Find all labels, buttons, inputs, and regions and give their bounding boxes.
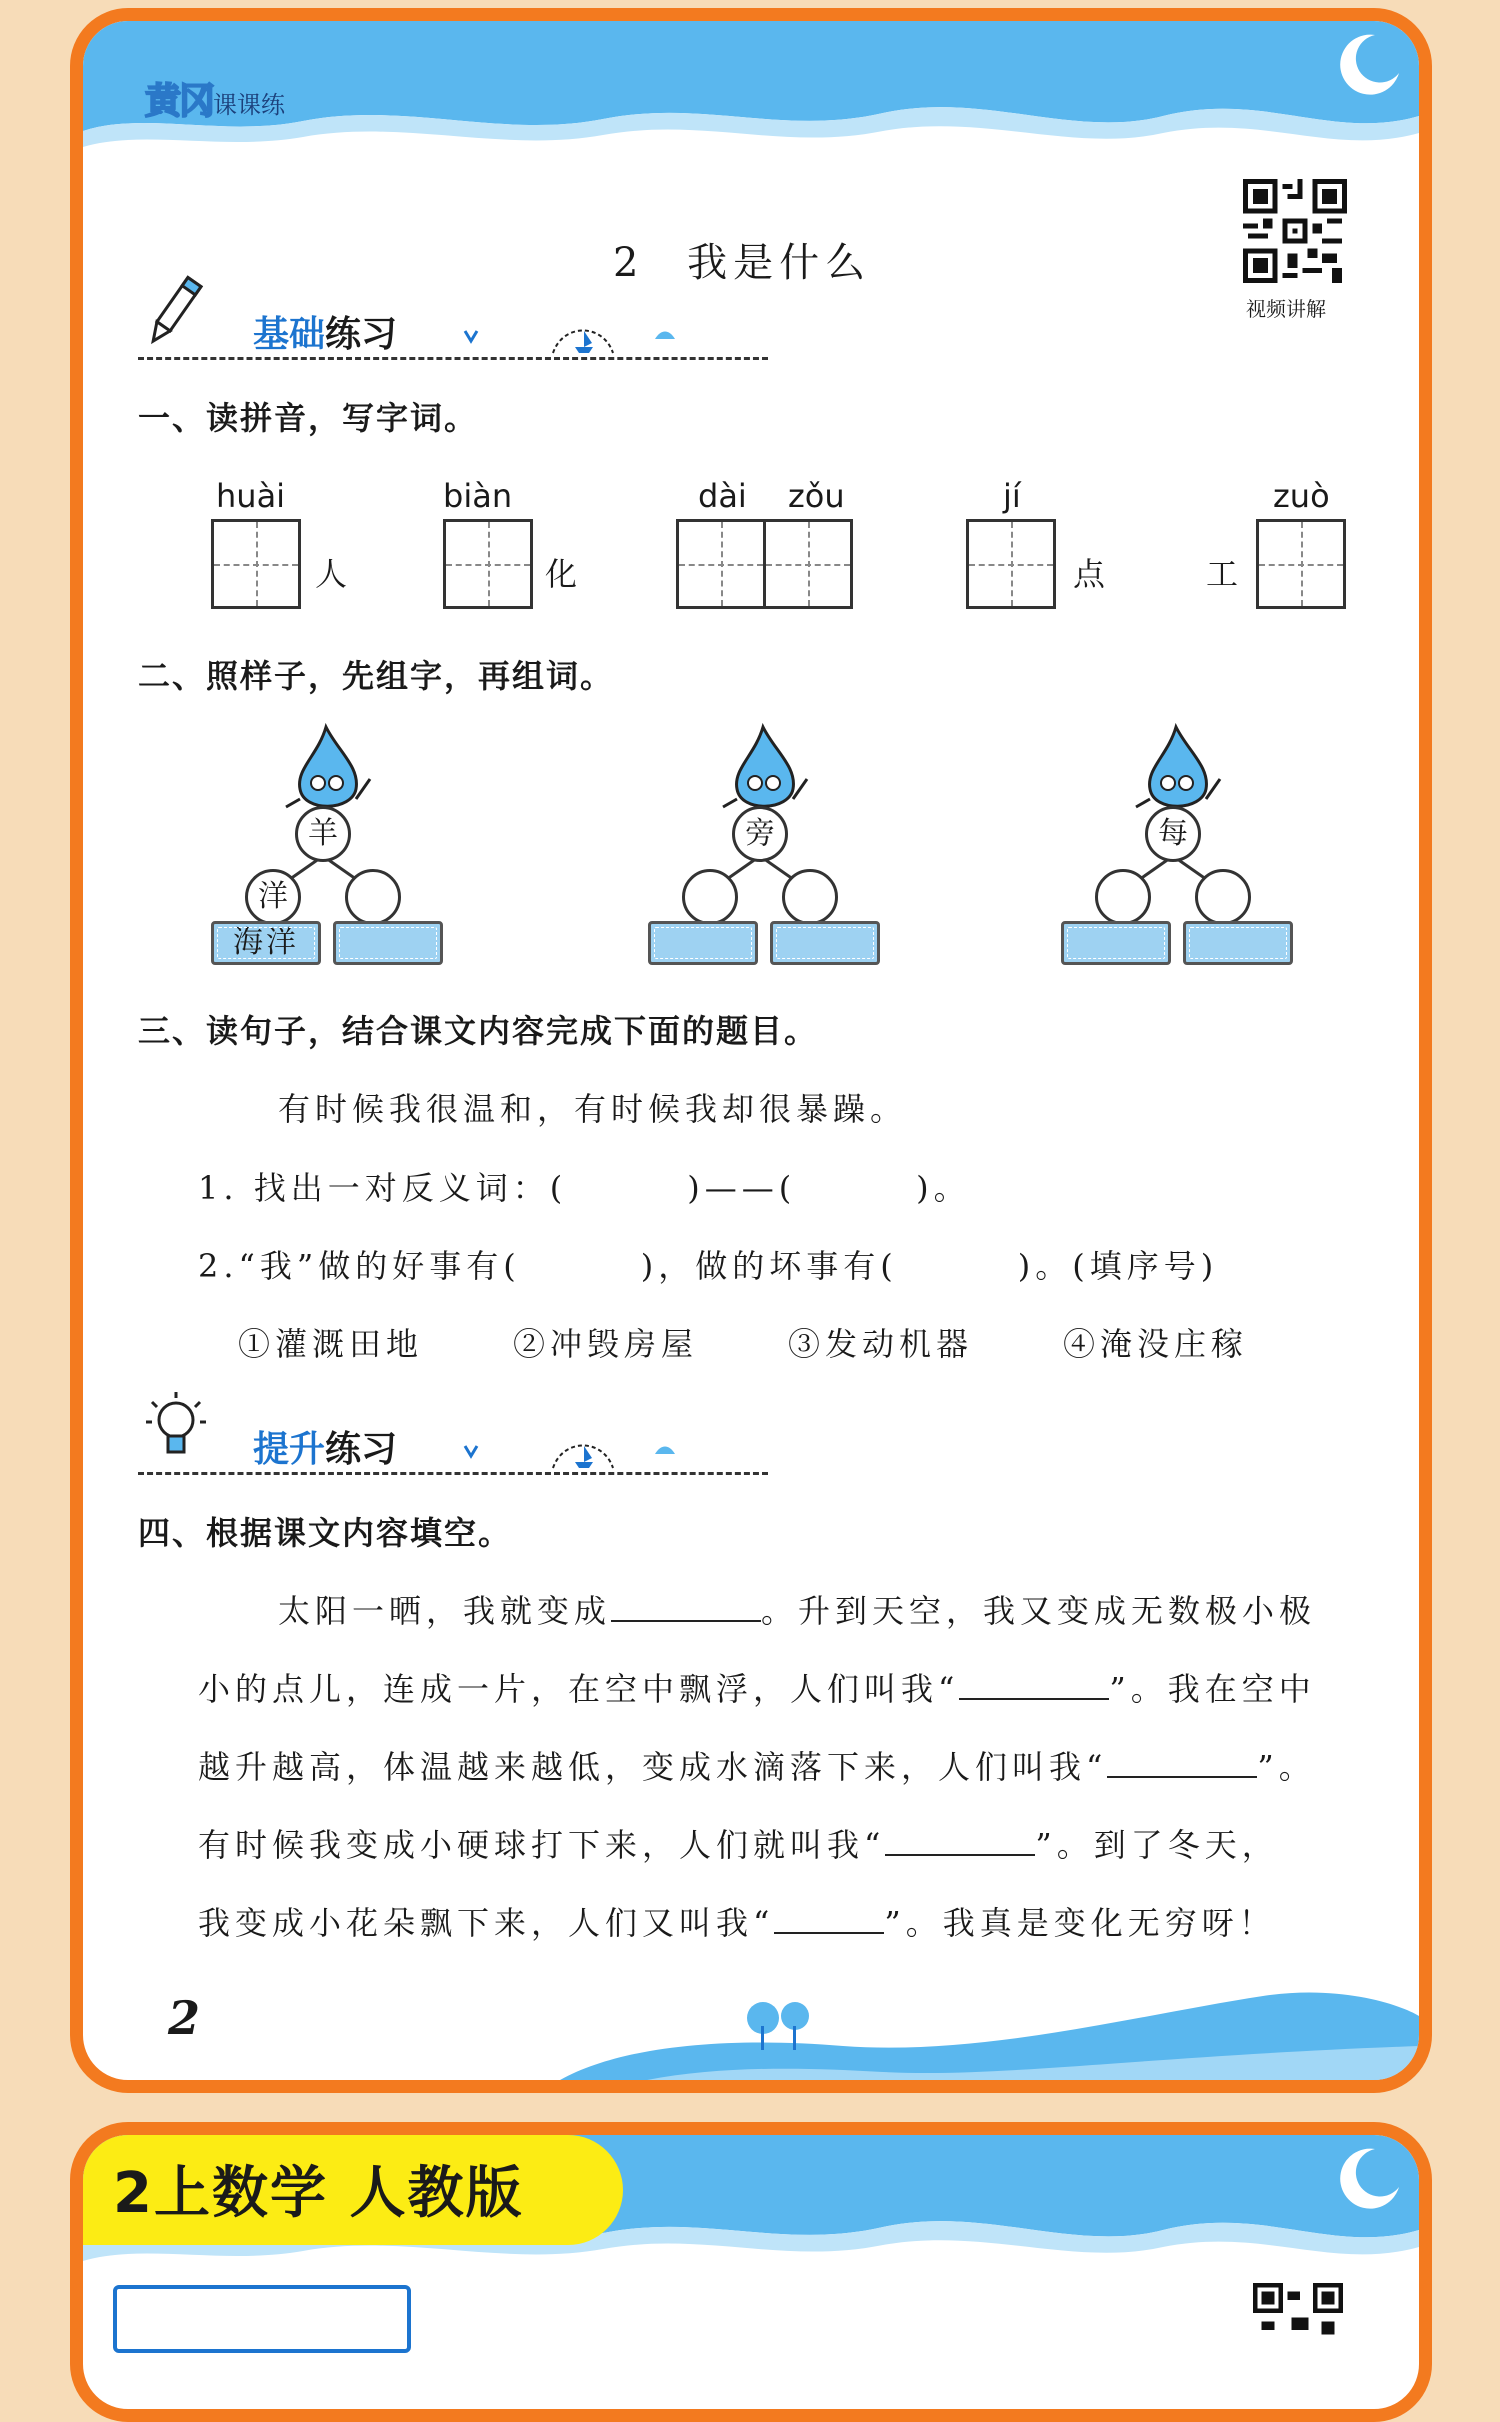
next-page-card	[70, 2122, 1432, 2422]
section-basic-blue: 基础	[253, 314, 326, 355]
next-page-title-box	[113, 2285, 411, 2353]
q4-l1-a: 太阳一晒，我就变成	[278, 1592, 612, 1630]
char-ren: 人	[315, 555, 353, 593]
question-3-title: 三、读句子，结合课文内容完成下面的题目。	[138, 1012, 819, 1050]
moon-icon	[1323, 2141, 1403, 2221]
q3-item2-part-a: 2.“我”做的好事有(	[198, 1247, 521, 1285]
char-dian: 点	[1073, 555, 1111, 593]
option-3: ③发动机器	[788, 1325, 974, 1363]
q4-l3-a: 越升越高，体温越来越低，变成水滴落下来，人们叫我“	[198, 1748, 1108, 1786]
question-1-title: 一、读拼音，写字词。	[138, 399, 479, 437]
pinyin-zuo: zuò	[1273, 477, 1330, 515]
derived-char-3b[interactable]	[1195, 869, 1251, 925]
option-4: ④淹没庄稼	[1063, 1325, 1249, 1363]
q4-l2-a: 小的点儿，连成一片，在空中飘浮，人们叫我“	[198, 1670, 960, 1708]
fill-blank-4[interactable]	[885, 1854, 1035, 1856]
q3-item2-part-c: )。(填序号)	[1017, 1247, 1219, 1285]
qr-caption: 视频讲解	[1246, 297, 1326, 321]
brand-subtitle: 课课练	[213, 91, 286, 119]
word-box-1a[interactable]: 海洋	[211, 921, 321, 965]
q4-line-1	[278, 1586, 1316, 1632]
question-2-title: 二、照样子，先组字，再组词。	[138, 657, 615, 695]
q3-item1-part-a: 1. 找出一对反义词：(	[198, 1169, 568, 1207]
pinyin-bian: biàn	[443, 477, 513, 515]
question-3-item-2	[198, 1241, 1218, 1287]
lesson-number: 2	[613, 240, 645, 286]
q3-item2-part-b: )，做的坏事有(	[640, 1247, 898, 1285]
fill-blank-1[interactable]	[611, 1620, 761, 1622]
footer-landscape	[83, 1976, 1419, 2091]
option-1: ①灌溉田地	[238, 1325, 424, 1363]
word-box-1b[interactable]	[333, 921, 443, 965]
word-box-3a[interactable]	[1061, 921, 1171, 965]
option-2: ②冲毁房屋	[513, 1325, 699, 1363]
q4-l4-a: 有时候我变成小硬球打下来，人们就叫我“	[198, 1826, 886, 1864]
pinyin-huai: huài	[216, 477, 286, 515]
derived-char-1a[interactable]: 洋	[245, 869, 301, 925]
question-3-sentence: 有时候我很温和，有时候我却很暴躁。	[278, 1090, 908, 1128]
q4-l3-b: ”。	[1257, 1748, 1316, 1786]
fill-blank-3[interactable]	[1107, 1776, 1257, 1778]
derived-char-1b[interactable]	[345, 869, 401, 925]
question-4-title: 四、根据课文内容填空。	[138, 1514, 513, 1552]
q4-line-4	[198, 1820, 1279, 1866]
q4-l2-b: ”。我在空中	[1109, 1670, 1316, 1708]
q4-line-2	[198, 1664, 1316, 1710]
edition-tag-label: 2上数学 人教版	[113, 2161, 524, 2226]
qr-code[interactable]	[1253, 2283, 1343, 2343]
q3-item1-part-b: )——(	[687, 1169, 797, 1207]
lesson-title: 我是什么	[687, 240, 872, 286]
fill-blank-5[interactable]	[774, 1932, 884, 1934]
derived-char-2b[interactable]	[782, 869, 838, 925]
pinyin-zou: zǒu	[788, 477, 845, 515]
q4-l5-a: 我变成小花朵飘下来，人们又叫我“	[198, 1904, 775, 1942]
root-char-mei: 每	[1145, 806, 1201, 862]
section-advanced-blue: 提升	[253, 1429, 326, 1470]
section-basic-dark: 练习	[325, 314, 398, 355]
q3-item1-part-c: )。	[916, 1169, 971, 1207]
root-char-pang: 旁	[732, 806, 788, 862]
page-number: 2	[168, 1991, 201, 2045]
char-hua: 化	[545, 555, 583, 593]
derived-char-2a[interactable]	[682, 869, 738, 925]
q4-line-5	[198, 1898, 1276, 1944]
char-gong: 工	[1206, 555, 1244, 593]
derived-char-3a[interactable]	[1095, 869, 1151, 925]
q4-line-3	[198, 1742, 1316, 1788]
workbook-page-card	[70, 8, 1432, 2093]
lightbulb-icon	[138, 1386, 218, 1466]
q4-l4-b: ”。到了冬天，	[1035, 1826, 1279, 1864]
section-advanced-dark: 练习	[325, 1429, 398, 1470]
brand-name: 黄冈	[145, 81, 214, 122]
pinyin-ji: jí	[1003, 477, 1021, 515]
question-3-item-1	[198, 1163, 971, 1209]
pinyin-dai: dài	[698, 477, 747, 515]
fill-blank-2[interactable]	[959, 1698, 1109, 1700]
edition-tag	[83, 2135, 623, 2245]
section-advanced-underline	[138, 1472, 768, 1475]
word-box-2a[interactable]	[648, 921, 758, 965]
word-box-2b[interactable]	[770, 921, 880, 965]
q4-l5-b: ”。我真是变化无穷呀！	[884, 1904, 1276, 1942]
root-char-yang: 羊	[295, 806, 351, 862]
q4-l1-b: 。升到天空，我又变成无数极小极	[761, 1592, 1317, 1630]
section-advanced-heading	[253, 1421, 397, 1472]
decor-boat-icon	[463, 1418, 763, 1478]
word-box-3b[interactable]	[1183, 921, 1293, 965]
